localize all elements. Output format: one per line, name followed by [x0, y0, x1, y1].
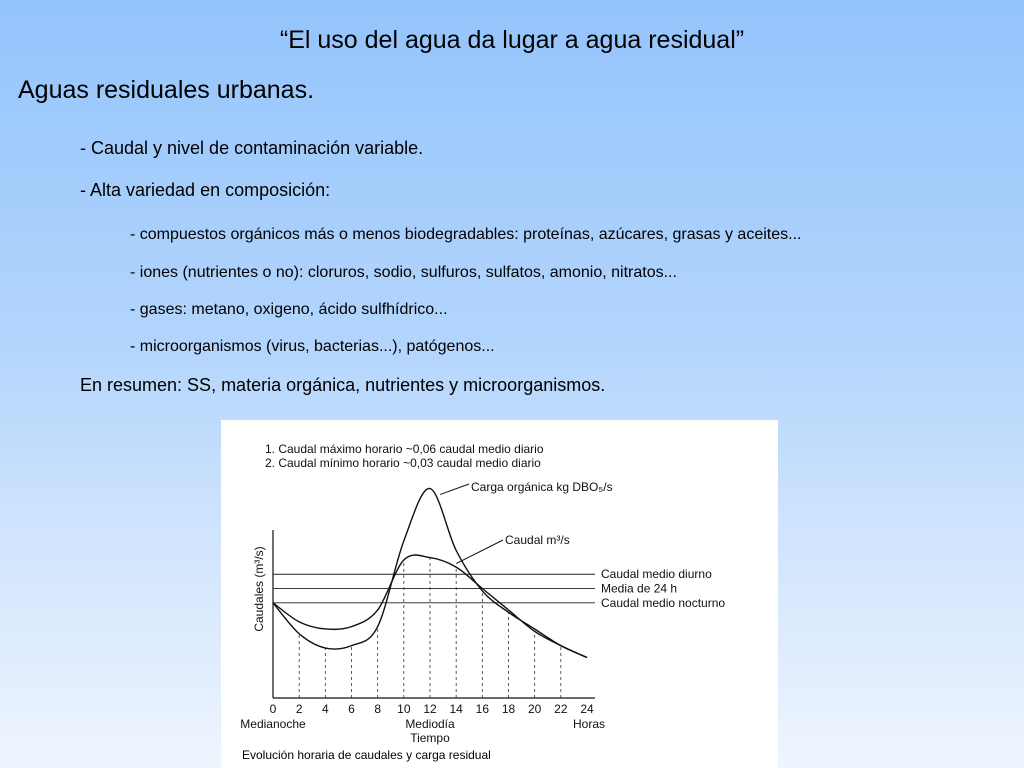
x-tick-label: 2 [295, 702, 303, 716]
x-tick-label: 12 [423, 702, 437, 716]
sub-bullet-organicos: - compuestos orgánicos más o menos biodegradables: proteínas, azúcares, grasas y aceites... [130, 226, 802, 243]
x-tick-label: 8 [374, 702, 382, 716]
bullet-caudal: - Caudal y nivel de contaminación variable. [80, 138, 424, 158]
x-tick-label: 14 [449, 702, 463, 716]
x-tick-label: 20 [527, 702, 542, 716]
x-tick-label: 16 [475, 702, 490, 716]
reference-line-label: Media de 24 h [601, 581, 678, 596]
flow-leader [456, 540, 503, 564]
chart-note: 1. Caudal máximo horario ~0,06 caudal medio diario [265, 442, 544, 456]
organic-load-leader [440, 484, 469, 495]
x-annotation: Mediodía [405, 717, 455, 731]
flow-chart [221, 420, 778, 768]
slide-title: “El uso del agua da lugar a agua residual” [279, 26, 745, 54]
x-tick-label: 6 [348, 702, 355, 716]
organic-load-curve [273, 489, 587, 658]
x-tick-label: 24 [580, 702, 594, 716]
bullet-composicion: - Alta variedad en composición: [80, 180, 331, 200]
sub-bullet-gases: - gases: metano, oxigeno, ácido sulfhídrico... [130, 301, 448, 318]
x-tick-label: 4 [321, 702, 329, 716]
x-tick-label: 0 [269, 702, 277, 716]
y-axis-title: Caudales (m³/s) [252, 546, 266, 632]
figure-caption: Evolución horaria de caudales y carga residual [242, 748, 491, 762]
x-unit-label: Horas [572, 717, 606, 731]
x-axis-title: Tiempo [410, 731, 450, 745]
organic-load-label: Carga orgánica kg DBO₅/s [471, 480, 613, 494]
x-tick-label: 10 [397, 702, 411, 716]
x-tick-label: 18 [501, 702, 516, 716]
sub-bullet-microorganismos: - microorganismos (virus, bacterias...), patógenos... [130, 338, 495, 355]
summary-text: En resumen: SS, materia orgánica, nutrientes y microorganismos. [80, 375, 606, 395]
x-annotation: Medianoche [240, 717, 306, 731]
section-heading: Aguas residuales urbanas. [18, 76, 315, 104]
x-tick-label: 22 [554, 702, 568, 716]
sub-bullet-iones: - iones (nutrientes o no): cloruros, sodio, sulfuros, sulfatos, amonio, nitratos... [130, 264, 677, 281]
flow-chart-figure [221, 420, 778, 768]
chart-note: 2. Caudal mínimo horario ~0,03 caudal medio diario [265, 456, 541, 470]
reference-line-label: Caudal medio diurno [601, 567, 712, 582]
flow-label: Caudal m³/s [505, 533, 570, 547]
reference-line-label: Caudal medio nocturno [601, 595, 726, 610]
